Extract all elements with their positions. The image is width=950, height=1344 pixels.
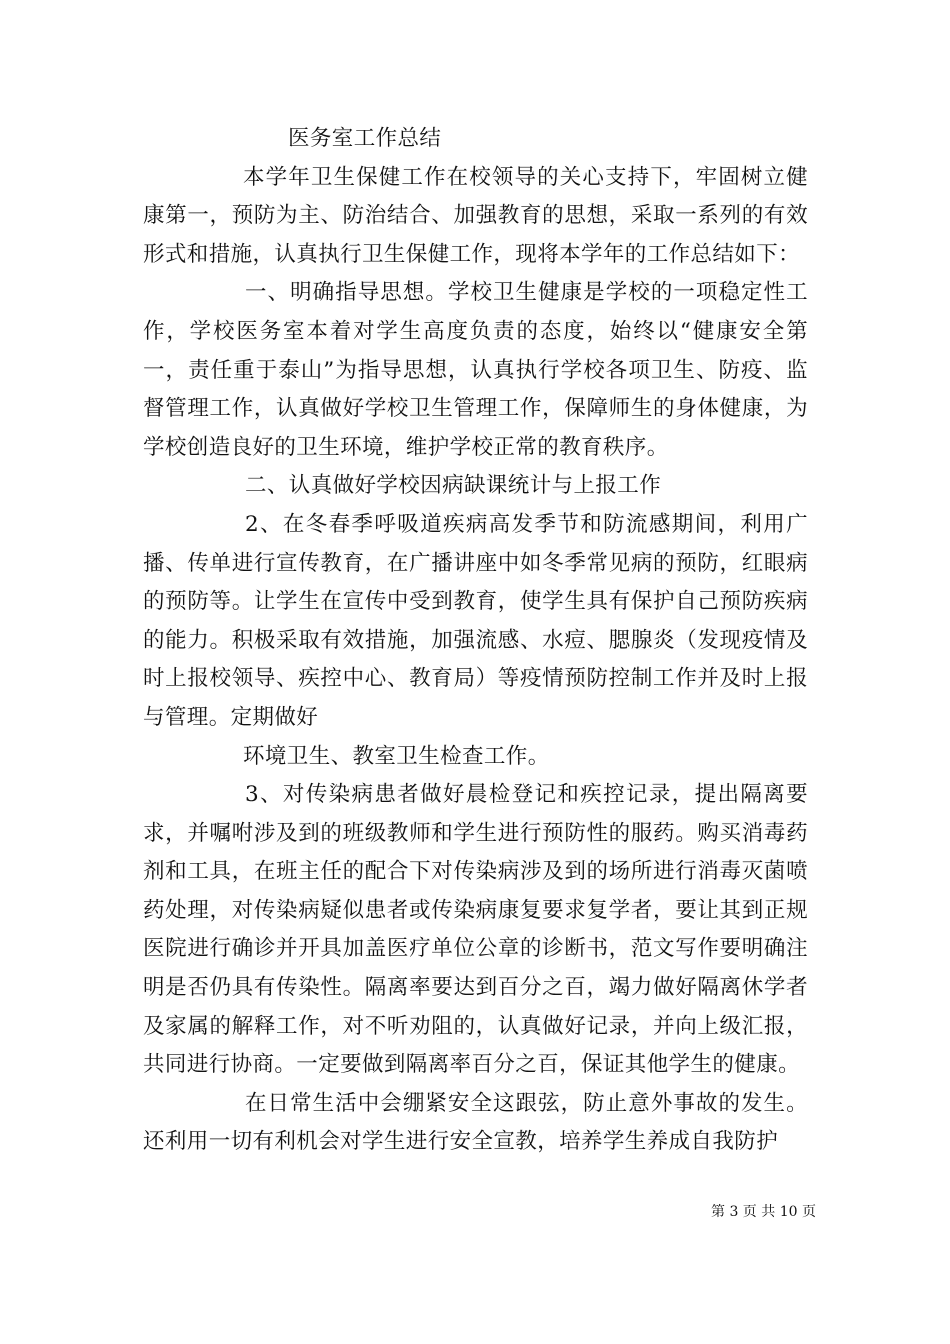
document-title: 医务室工作总结 — [288, 126, 442, 151]
page-number: 第 3 页 共 10 页 — [711, 1204, 816, 1220]
paragraph-guiding-thought: 一、明确指导思想。学校卫生健康是学校的一项稳定性工作，学校医务室本着对学生高度负责的态度，始终以“健康安全第一，责任重于泰山”为指导思想，认真执行学校各项卫生、防疫、监督管理工作，认真做好学校卫生管理工作，保障师生的身体健康，为学校创造良好的卫生环境，维护学校正常的教育秩序。 — [143, 280, 808, 460]
paragraph-respiratory-prevention: 2、在冬春季呼吸道疾病高发季节和防流感期间，利用广播、传单进行宣传教育，在广播讲座中如冬季常见病的预防，红眼病的预防等。让学生在宣传中受到教育，使学生具有保护自己预防疾病的能力。积极采取有效措施，加强流感、水痘、腮腺炎（发现疫情及时上报校领导、疾控中心、教育局）等疫情预防控制工作并及时上报与管理。定期做好 — [143, 511, 808, 730]
document-body — [143, 120, 808, 1162]
paragraph-hygiene-inspection: 环境卫生、教室卫生检查工作。 — [243, 743, 550, 769]
paragraph-intro: 本学年卫生保健工作在校领导的关心支持下，牢固树立健康第一，预防为主、防治结合、加强教育的思想，采取一系列的有效形式和措施，认真执行卫生保健工作，现将本学年的工作总结如下： — [143, 164, 808, 267]
paragraph-safety: 在日常生活中会绷紧安全这跟弦，防止意外事故的发生。还利用一切有利机会对学生进行安全宣教，培养学生养成自我防护 — [143, 1090, 808, 1155]
paragraph-absence-report-heading: 二、认真做好学校因病缺课统计与上报工作 — [245, 473, 662, 499]
paragraph-infectious-disease: 3、对传染病患者做好晨检登记和疾控记录，提出隔离要求，并嘱咐涉及到的班级教师和学生进行预防性的服药。购买消毒药剂和工具，在班主任的配合下对传染病涉及到的场所进行消毒灭菌喷药处理，对传染病疑似患者或传染病康复要求复学者，要让其到正规医院进行确诊并开具加盖医疗单位公章的诊断书，范文写作要明确注明是否仍具有传染性。隔离率要达到百分之百，竭力做好隔离休学者及家属的解释工作，对不听劝阻的，认真做好记录，并向上级汇报，共同进行协商。一定要做到隔离率百分之百，保证其他学生的健康。 — [143, 782, 808, 1078]
